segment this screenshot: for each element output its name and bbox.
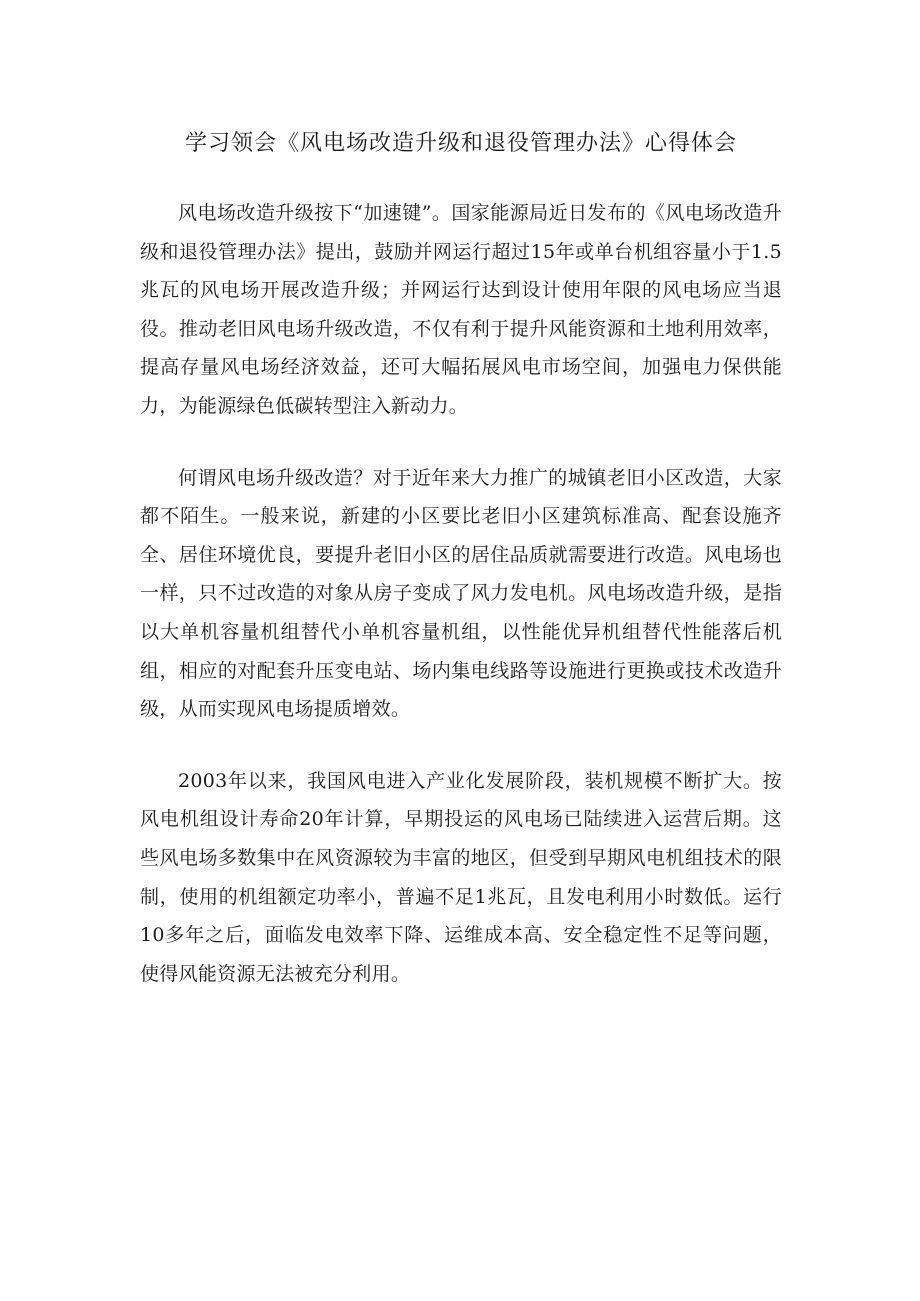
paragraph-2: 何谓风电场升级改造？对于近年来大力推广的城镇老旧小区改造，大家都不陌生。一般来说，新建的小区要比老旧小区建筑标准高、配套设施齐全、居住环境优良，要提升老旧小区的居住品质就需要进行改造。风电场也一样，只不过改造的对象从房子变成了风力发电机。风电场改造升级，是指以大单机容量机组替代小单机容量机组，以性能优异机组替代性能落后机组，相应的对配套升压变电站、场内集电线路等设施进行更换或技术改造升级，从而实现风电场提质增效。: [140, 466, 782, 721]
document-title: 学习领会《风电场改造升级和退役管理办法》心得体会: [184, 131, 737, 156]
paragraph-3: 2003年以来，我国风电进入产业化发展阶段，装机规模不断扩大。按风电机组设计寿命20年计算，早期投运的风电场已陆续进入运营后期。这些风电场多数集中在风资源较为丰富的地区，但受到早期风电机组技术的限制，使用的机组额定功率小，普遍不足1兆瓦，且发电利用小时数低。运行10多年之后，面临发电效率下降、运维成本高、安全稳定性不足等问题，使得风能资源无法被充分利用。: [140, 769, 782, 985]
paragraph-1: 风电场改造升级按下“加速键”。国家能源局近日发布的《风电场改造升级和退役管理办法》提出，鼓励并网运行超过15年或单台机组容量小于1.5兆瓦的风电场开展改造升级；并网运行达到设计使用年限的风电场应当退役。推动老旧风电场升级改造，不仅有利于提升风能资源和土地利用效率，提高存量风电场经济效益，还可大幅拓展风电市场空间，加强电力保供能力，为能源绿色低碳转型注入新动力。: [140, 202, 782, 417]
